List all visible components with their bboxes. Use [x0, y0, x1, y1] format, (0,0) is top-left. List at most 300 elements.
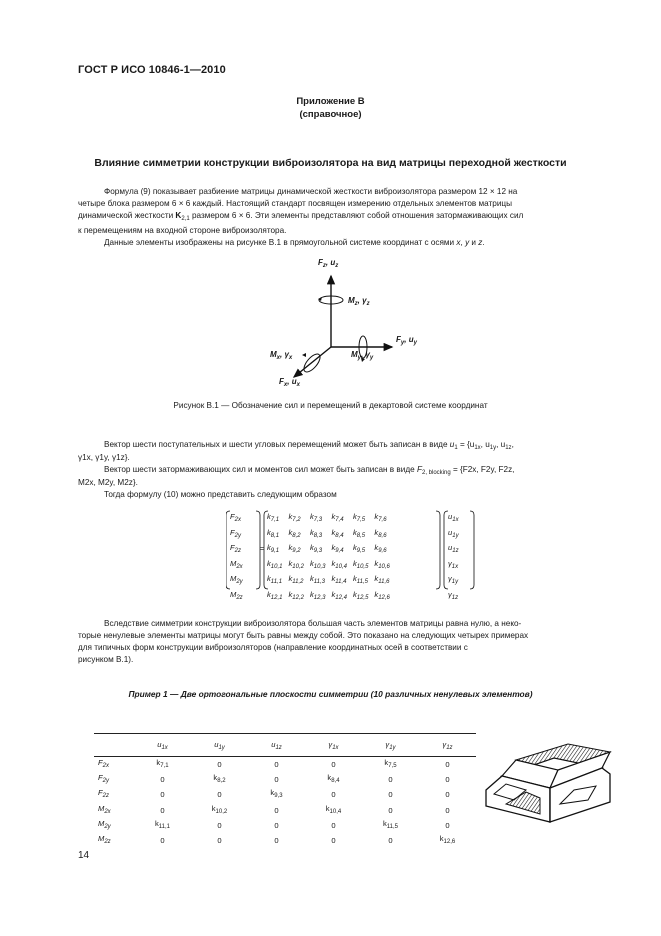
- matrix-cell: [350, 527, 371, 543]
- symbol-base: k: [288, 574, 293, 584]
- matrix-cell: [350, 542, 371, 558]
- subscript: x: [296, 382, 300, 388]
- subscript: 10,2: [292, 563, 304, 570]
- table-row: [94, 757, 476, 773]
- subscript: 2z: [102, 793, 109, 800]
- equals-sign: =: [260, 546, 265, 553]
- matrix-lhs-cell: [227, 589, 246, 605]
- subscript: 1z: [446, 744, 453, 751]
- example-title: Пример 1 — Две ортогональные плоскости симметрии (10 различных ненулевых элементов): [128, 689, 533, 699]
- subscript: 7,3: [313, 517, 323, 523]
- subscript: 10,4: [329, 808, 342, 815]
- subscript: 10,3: [313, 563, 326, 570]
- subscript: 8,2: [217, 778, 226, 785]
- subscript: 11,4: [335, 579, 347, 586]
- symbol-base: M: [98, 834, 105, 844]
- symbol-base: k: [309, 558, 314, 568]
- label-gz: γ: [362, 296, 367, 305]
- subscript: 9,5: [356, 548, 366, 555]
- row-header: [94, 833, 134, 848]
- axis-x: x: [456, 238, 461, 247]
- label-my: M: [351, 350, 358, 359]
- symbol-base: k: [331, 558, 336, 568]
- subscript: 2z: [234, 548, 241, 555]
- symbol-base: k: [267, 574, 271, 584]
- subscript: 12,6: [443, 839, 456, 846]
- symbol-base: k: [352, 527, 357, 537]
- matrix-cell: [264, 558, 285, 574]
- row-header: [94, 787, 134, 802]
- text-line: торые ненулевые элементы матрицы могут быть равны между собой. Это показано на следующих четырех примерах: [78, 631, 529, 640]
- matrix-rhs-cell: [445, 511, 462, 527]
- symbol-base: k: [267, 512, 271, 521]
- subscript: 1x: [451, 563, 459, 570]
- label-fy: F: [396, 335, 401, 344]
- table-cell: 0: [445, 790, 450, 800]
- subscript: 10,2: [215, 808, 228, 815]
- matrix-cell: [328, 589, 349, 605]
- symbol-base: k: [352, 558, 357, 568]
- table-cell: 0: [160, 790, 165, 800]
- label-fz: F: [318, 258, 323, 267]
- subscript: 7,2: [292, 517, 301, 523]
- matrix-cell: [264, 527, 285, 543]
- subscript: 9,2: [292, 548, 301, 555]
- table-row: [94, 818, 476, 833]
- table-cell: 0: [388, 836, 393, 846]
- subscript: y: [413, 340, 417, 346]
- matrix-cell: [307, 558, 328, 574]
- subscript: 1z: [275, 744, 282, 751]
- matrix-cell: [307, 542, 328, 558]
- table-cell: [305, 803, 362, 818]
- matrix-cell: [328, 542, 349, 558]
- subscript: 11,6: [378, 579, 390, 586]
- symbol-base: k: [267, 558, 271, 568]
- matrix-cell: [285, 511, 306, 527]
- subscript: 8,4: [335, 532, 344, 539]
- symbol-base: k: [325, 803, 330, 813]
- x-axis: [294, 347, 331, 377]
- document-header: ГОСТ Р ИСО 10846-1—2010: [78, 64, 226, 76]
- subscript: 11,1: [270, 579, 283, 586]
- symbol-base: k: [352, 589, 357, 599]
- table-cell: 0: [274, 760, 279, 769]
- matrix-cell: [350, 589, 371, 605]
- subscript: 1z: [505, 445, 512, 451]
- subscript: x: [283, 382, 288, 388]
- symbol-base: γ: [448, 558, 452, 568]
- text-line: Данные элементы изображены на рисунке В.1 в прямоугольной системе координат с осями: [104, 238, 457, 247]
- matrix-cell: [371, 542, 392, 558]
- text-segment: = {u: [457, 440, 475, 449]
- subscript: 8,2: [292, 532, 301, 539]
- subscript: y: [357, 355, 362, 361]
- symbol-base: γ: [385, 739, 390, 749]
- matrix-cell: [350, 511, 371, 527]
- row-header: [94, 757, 134, 773]
- table-cell: 0: [217, 820, 222, 830]
- label-mz-gz: $M_z$, $\gamma_z$: [348, 296, 370, 307]
- symbol-base: u: [214, 739, 219, 749]
- symbol-base: F: [98, 788, 103, 798]
- vector-line-3: [78, 465, 514, 476]
- subscript: 12,2: [292, 594, 304, 601]
- table-cell: [305, 772, 362, 787]
- table-corner: [94, 734, 134, 757]
- table-cell: 0: [331, 836, 336, 846]
- symbol-base: k: [156, 758, 161, 767]
- subscript: z: [354, 301, 358, 307]
- text-line: размером 6 × 6. Эти элементы представляют собой отношения затормаживающих сил: [189, 211, 524, 220]
- text-segment: , u: [480, 440, 490, 449]
- text-segment: ,: [511, 440, 514, 449]
- text-segment: , u: [496, 440, 506, 449]
- table-cell: 0: [388, 805, 393, 815]
- matrix-cell: [371, 527, 392, 543]
- section-title: Влияние симметрии конструкции виброизолятора на вид матрицы переходной жесткости: [94, 157, 567, 169]
- column-header: [248, 734, 305, 757]
- separator: и: [469, 238, 479, 247]
- symbol-base: u: [448, 512, 453, 521]
- label-fy-uy: $F_y$, $u_y$: [396, 335, 417, 346]
- subscript: 1y: [389, 744, 396, 751]
- symbol-base: F: [230, 543, 235, 553]
- symbol-base: k: [309, 589, 314, 599]
- rotation-x-arrow-icon: [302, 353, 306, 357]
- symbol-base: M: [98, 803, 105, 813]
- symbol-base: k: [352, 543, 357, 553]
- vector-line-2: γ1x, γ1y, γ1z}.: [78, 453, 130, 462]
- label-fx-ux: $F_x$, $u_x$: [279, 377, 300, 388]
- table-cell: [191, 772, 248, 787]
- subscript: 11,5: [386, 823, 399, 830]
- symbol-base: k: [374, 512, 379, 521]
- symbol-base: k: [384, 758, 389, 767]
- table-cell: [134, 818, 191, 833]
- matrix-cell: [328, 558, 349, 574]
- vector-f: F: [416, 465, 422, 474]
- matrix-lhs-cell: [227, 542, 246, 558]
- vector-u: u: [449, 440, 455, 449]
- coordinate-system-figure: [230, 252, 430, 392]
- symbol-base: k: [374, 543, 379, 553]
- text-segment: = {F2x, F2y, F2z,: [450, 465, 515, 474]
- matrix-cell: [371, 511, 392, 527]
- table-row: [94, 833, 476, 848]
- subscript: 9,3: [274, 793, 283, 800]
- separator: ,: [460, 238, 466, 247]
- text-line: Тогда формулу (10) можно представить следующим образом: [104, 490, 337, 499]
- subscript: 1z: [451, 594, 459, 601]
- symbol-base: k: [439, 834, 444, 844]
- subscript: 2, blocking: [421, 470, 451, 476]
- symbol-base: γ: [448, 574, 452, 584]
- table-cell: 0: [160, 836, 165, 846]
- subscript: z: [335, 263, 339, 269]
- subscript: 7,4: [335, 517, 344, 523]
- matrix-cell: [264, 511, 285, 527]
- symbol-base: k: [211, 803, 216, 813]
- subscript: 11,3: [313, 579, 325, 586]
- table-cell: 0: [217, 790, 222, 800]
- matrix-rhs-cell: [445, 558, 462, 574]
- subscript: 1y: [218, 744, 225, 751]
- subscript: y: [400, 340, 405, 346]
- subscript: 12,4: [335, 594, 347, 601]
- subscript: x: [276, 355, 281, 361]
- symbol-base: u: [271, 739, 276, 749]
- symbol-base: F: [230, 527, 235, 537]
- table-cell: 0: [274, 775, 279, 785]
- symbol-base: γ: [328, 739, 333, 749]
- subscript: 2y: [234, 532, 241, 539]
- column-header: [191, 734, 248, 757]
- subscript: y: [369, 355, 374, 361]
- subscript: 7,5: [388, 763, 397, 769]
- subscript: 8,3: [313, 532, 323, 539]
- subscript: 9,1: [270, 548, 280, 555]
- matrix-cell: [307, 589, 328, 605]
- appendix-subtitle: (справочное): [299, 109, 362, 120]
- column-header: [305, 734, 362, 757]
- symbol-base: F: [98, 773, 103, 783]
- symbol-base: k: [270, 788, 275, 798]
- symbol-base: k: [309, 574, 314, 584]
- symbol-base: F: [98, 758, 103, 767]
- table-cell: 0: [331, 760, 336, 769]
- matrix-cell: [328, 527, 349, 543]
- table-cell: 0: [445, 775, 450, 785]
- table-cell: 0: [331, 790, 336, 800]
- matrix-cell: [371, 589, 392, 605]
- matrix-rhs-cell: [445, 542, 462, 558]
- matrix-cell: [350, 558, 371, 574]
- matrix-cell: [350, 573, 371, 589]
- symbol-base: k: [331, 589, 336, 599]
- row-header: [94, 803, 134, 818]
- subscript: 10,6: [378, 563, 390, 570]
- subscript: 2y: [236, 579, 243, 586]
- subscript: 10,1: [270, 563, 283, 570]
- symbol-base: k: [267, 589, 271, 599]
- label-my-gy: $M_y$, $\gamma_y$: [351, 350, 374, 361]
- label-fx: F: [279, 377, 284, 386]
- label-mx-gx: $M_x$, $\gamma_x$: [270, 350, 293, 361]
- table-cell: 0: [160, 805, 165, 815]
- page-number: 14: [78, 850, 90, 861]
- subscript: 12,3: [313, 594, 326, 601]
- symbol-base: k: [331, 574, 336, 584]
- symbol-base: k: [267, 527, 271, 537]
- text-line: динамической жесткости: [78, 211, 176, 220]
- matrix-cell: [307, 527, 328, 543]
- table-cell: [134, 757, 191, 773]
- matrix-lhs-cell: [227, 527, 246, 543]
- matrix-lhs-cell: [227, 558, 246, 574]
- table-row: [94, 787, 476, 802]
- symbol-base: u: [448, 527, 453, 537]
- symbol-base: M: [230, 574, 237, 584]
- symbol-base: k: [309, 512, 314, 521]
- appendix-title: Приложение В: [296, 96, 365, 107]
- symbol-base: M: [230, 558, 237, 568]
- matrix-rhs-cell: [445, 589, 462, 605]
- subscript: 7,1: [270, 517, 280, 523]
- matrix-cell: [264, 542, 285, 558]
- table-cell: 0: [274, 805, 279, 815]
- label-mz: M: [348, 296, 355, 305]
- column-header: [134, 734, 191, 757]
- table-cell: 0: [388, 775, 393, 785]
- subscript: 1x: [452, 517, 459, 523]
- row-header: [94, 772, 134, 787]
- table-cell: [248, 787, 305, 802]
- subscript: 10,4: [335, 563, 347, 570]
- row-header: [94, 818, 134, 833]
- symbol-base: k: [374, 574, 379, 584]
- subscript: 11,1: [158, 823, 171, 830]
- symbol-base: γ: [442, 739, 447, 749]
- text-line: четыре блока размером 6 × 6 каждый. Настоящий стандарт посвящен измерению отдельных элементов матрицы: [78, 199, 513, 208]
- matrix-lhs: [227, 511, 246, 605]
- subscript: 2x: [236, 563, 243, 570]
- axis-z: z: [478, 238, 483, 247]
- vector-line-1: [78, 440, 514, 451]
- table-row: [94, 772, 476, 787]
- matrix-cell: [285, 542, 306, 558]
- symbol-base: k: [309, 527, 314, 537]
- label-fz-uz: $F_z$, $u_z$: [318, 258, 339, 269]
- symbol-base: M: [98, 818, 105, 828]
- example-table: [94, 733, 476, 848]
- column-header: [419, 734, 476, 757]
- text-line: для типичных форм конструкции виброизоляторов (направление координатных осей в соответствии с: [78, 643, 468, 652]
- symbol-base: k: [288, 543, 293, 553]
- symbol-base: k: [374, 589, 379, 599]
- symbol-base: k: [288, 589, 293, 599]
- subscript: 8,4: [331, 778, 340, 785]
- matrix-symbol: K: [175, 211, 182, 220]
- table-cell: 0: [217, 836, 222, 846]
- figure-caption: Рисунок В.1 — Обозначение сил и перемещений в декартовой системе координат: [173, 401, 488, 410]
- table-cell: 0: [445, 760, 450, 769]
- matrix-rhs: [445, 511, 462, 605]
- paragraph-1: [78, 186, 610, 249]
- table-cell: 0: [217, 760, 222, 769]
- column-header: [362, 734, 419, 757]
- table-cell: 0: [388, 790, 393, 800]
- symbol-base: k: [309, 543, 314, 553]
- symbol-base: u: [448, 543, 453, 553]
- symbol-base: k: [288, 558, 293, 568]
- text-line: Вектор шести поступательных и шести угловых перемещений может быть записан в виде: [104, 440, 450, 449]
- subscript: 9,3: [313, 548, 323, 555]
- matrix-cell: [264, 589, 285, 605]
- symbol-base: k: [331, 527, 336, 537]
- matrix-lhs-cell: [227, 573, 246, 589]
- symbol-base: k: [374, 558, 379, 568]
- subscript: 11,2: [292, 579, 304, 586]
- symbol-base: k: [288, 527, 293, 537]
- symbol-base: k: [154, 818, 159, 828]
- subscript: 2x: [234, 517, 241, 523]
- subscript: z: [366, 301, 370, 307]
- symbol-base: k: [352, 574, 357, 584]
- subscript: 1y: [489, 445, 497, 451]
- isolator-illustration: [484, 742, 616, 826]
- symbol-base: k: [327, 773, 332, 783]
- table-row: [94, 803, 476, 818]
- text-line: Вектор шести затормаживающих сил и моментов сил может быть записан в виде: [104, 465, 417, 474]
- text-line: к перемещениям на входной стороне виброизолятора.: [78, 226, 287, 235]
- subscript: 9,6: [378, 548, 387, 555]
- subscript: 7,1: [160, 763, 169, 769]
- subscript: 12,6: [378, 594, 390, 601]
- matrix-cell: [328, 511, 349, 527]
- subscript: 7,5: [356, 517, 366, 523]
- table-cell: [419, 833, 476, 848]
- vector-line-4: M2x, M2y, M2z}.: [78, 478, 138, 487]
- table-cell: [362, 818, 419, 833]
- subscript: 11,5: [356, 579, 368, 586]
- subscript: 12,5: [356, 594, 369, 601]
- symbol-base: M: [230, 589, 237, 599]
- symbol-base: γ: [448, 589, 452, 599]
- matrix-cell: [307, 511, 328, 527]
- matrix-rhs-cell: [445, 573, 462, 589]
- label-gy: γ: [365, 350, 370, 359]
- label-mx: M: [270, 350, 277, 359]
- symbol-base: k: [374, 527, 379, 537]
- subscript: 2z: [236, 594, 243, 601]
- subscript: 2x: [102, 763, 109, 769]
- subscript: x: [288, 355, 293, 361]
- table-cell: 0: [445, 805, 450, 815]
- subscript: 1y: [452, 532, 459, 539]
- table-cell: 0: [331, 820, 336, 830]
- symbol-base: k: [352, 512, 357, 521]
- symbol-base: k: [213, 773, 218, 783]
- symbol-base: k: [267, 543, 271, 553]
- symbol-base: F: [230, 512, 235, 521]
- subscript: 7,6: [378, 517, 387, 523]
- symbol-base: k: [331, 543, 336, 553]
- subscript: 1x: [161, 744, 168, 751]
- symbol-base: k: [331, 512, 336, 521]
- vector-line-5: [78, 490, 337, 499]
- matrix-rhs-cell: [445, 527, 462, 543]
- matrix-cell: [285, 573, 306, 589]
- matrix-lhs-cell: [227, 511, 246, 527]
- subscript: 2z: [104, 839, 111, 846]
- subscript: 2y: [102, 778, 109, 785]
- matrix-cell: [285, 527, 306, 543]
- symmetry-paragraph: [78, 618, 610, 666]
- table-cell: 0: [274, 820, 279, 830]
- label-uz: u: [330, 258, 336, 267]
- subscript: 1z: [452, 548, 459, 555]
- separator: .: [482, 238, 485, 247]
- table-cell: 0: [445, 820, 450, 830]
- matrix-cell: [371, 573, 392, 589]
- matrix-cell: [307, 573, 328, 589]
- symbol-base: k: [382, 818, 387, 828]
- matrix-k: [264, 511, 393, 605]
- table-cell: 0: [160, 775, 165, 785]
- subscript: 12,1: [270, 594, 283, 601]
- table-cell: [362, 757, 419, 773]
